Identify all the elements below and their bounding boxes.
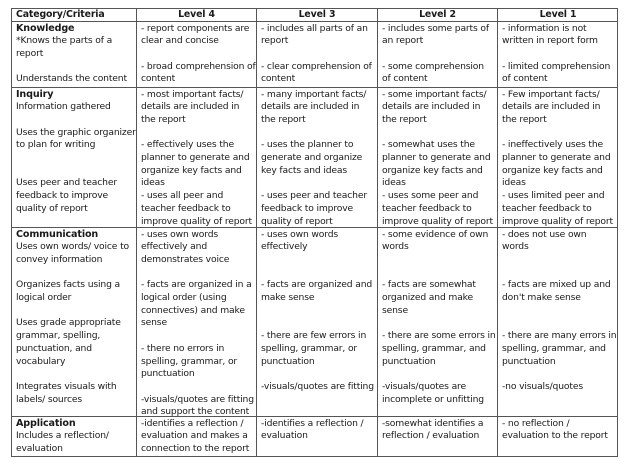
inquiry-level2-item xyxy=(382,139,493,190)
cell-text-line: - ineffectively uses the xyxy=(502,139,604,151)
cell-text-line: reflection / evaluation xyxy=(382,430,480,442)
cell-text-line: details are included in xyxy=(261,101,360,113)
cell-text-line: connectives) and make xyxy=(141,304,245,316)
cell-text-line: evaluation xyxy=(261,430,308,442)
communication-level4-item xyxy=(141,343,252,381)
cell-text-line: ideas xyxy=(502,177,526,189)
cell-text-line: incomplete or unfitting xyxy=(382,393,484,405)
cell-text-line: quality of report xyxy=(261,215,333,227)
cell-text-line: don't make sense xyxy=(502,292,581,303)
cell-text-line: - uses own words xyxy=(141,228,219,240)
cell-text-line: - Few important facts/ xyxy=(502,88,600,100)
rubric-table xyxy=(11,8,618,457)
knowledge-level1-item xyxy=(502,61,614,86)
cell-text-line: vocabulary xyxy=(16,355,66,367)
inquiry-level3-item xyxy=(261,139,373,177)
cell-text-line: organize key facts and xyxy=(502,164,603,176)
cell-text-line: - some evidence of own xyxy=(382,228,489,240)
application-level2-cell xyxy=(378,418,497,459)
inquiry-level1-item xyxy=(502,139,614,190)
cell-text-line: - some important facts/ xyxy=(382,88,487,100)
cell-text-line: details are included in xyxy=(141,101,240,113)
communication-level1-item xyxy=(502,229,614,254)
communication-level1-item xyxy=(502,330,617,368)
cell-text-line: words xyxy=(502,241,529,253)
communication-level4-item xyxy=(141,229,252,267)
cell-text-line: - no reflection / xyxy=(502,417,570,429)
cell-text-line: details are included in xyxy=(502,101,601,113)
knowledge-level4-cell xyxy=(137,23,256,88)
cell-text-line: of content xyxy=(382,73,428,85)
cell-text-line: grammar, spelling, xyxy=(16,330,101,342)
cell-text-line: spelling, grammar, or xyxy=(141,355,238,367)
cell-text-line: to plan for writing xyxy=(16,139,96,151)
cell-text-line: improve quality of report xyxy=(382,215,493,227)
communication-level1-item xyxy=(502,279,614,304)
cell-text-line: the report xyxy=(502,113,547,125)
cell-text-line: - there are some errors in xyxy=(382,330,496,342)
header-level-3: Level 3 xyxy=(298,9,336,20)
cell-text-line: -no visuals/quotes xyxy=(502,380,583,392)
application-level2-item xyxy=(382,418,493,443)
cell-text-line: evaluation and makes a xyxy=(141,430,248,442)
communication-level3-item xyxy=(261,381,373,394)
cell-text-line: sense xyxy=(141,317,167,329)
communication-criteria-item xyxy=(16,241,132,266)
cell-text-line: - limited comprehension xyxy=(502,60,611,72)
cell-text-line: - uses peer and teacher xyxy=(261,190,367,202)
application-level3-item xyxy=(261,418,373,443)
cell-text-line: - clear comprehension of xyxy=(261,60,372,72)
cell-text-line: - there are many errors in xyxy=(502,330,617,342)
cell-text-line: spelling, grammar, and xyxy=(382,342,486,354)
cell-text-line: feedback to improve xyxy=(16,190,109,202)
application-level4-item xyxy=(141,418,252,456)
application-criteria-cell xyxy=(12,418,136,459)
communication-level2-item xyxy=(382,381,493,406)
inquiry-level1-item xyxy=(502,89,614,127)
cell-text-line: spelling, grammar, and xyxy=(502,342,606,354)
cell-text-line: evaluation to the report xyxy=(502,430,608,442)
cell-text-line: and support the content xyxy=(141,406,250,417)
cell-text-line: planner to generate and xyxy=(502,152,611,163)
cell-text-line: - facts are somewhat xyxy=(382,279,476,291)
cell-text-line: -identifies a reflection / xyxy=(261,417,364,429)
cell-text-line: Integrates visuals with xyxy=(16,380,117,392)
knowledge-level3-cell xyxy=(257,23,377,88)
cell-text-line: - uses own words xyxy=(261,228,339,240)
cell-text-line: key facts and ideas xyxy=(261,164,348,176)
cell-text-line: - includes all parts of an xyxy=(261,22,368,34)
inquiry-criteria-item xyxy=(16,177,132,215)
cell-text-line: content xyxy=(261,73,296,85)
cell-text-line: -visuals/quotes are xyxy=(382,380,466,392)
communication-criteria-item xyxy=(16,279,132,304)
inquiry-level2-item xyxy=(382,89,493,127)
knowledge-level2-cell xyxy=(378,23,497,88)
cell-text-line: organize key facts and xyxy=(141,164,242,176)
cell-text-line: Information gathered xyxy=(16,101,111,113)
cell-text-line: the report xyxy=(382,113,427,125)
cell-text-line: - most important facts/ xyxy=(141,88,244,100)
cell-text-line: effectively xyxy=(261,241,308,253)
cell-text-line: ideas xyxy=(141,177,165,189)
cell-text-line: -visuals/quotes are fitting xyxy=(141,393,254,405)
inquiry-level3-item xyxy=(261,190,373,227)
cell-text-line: - information is not xyxy=(502,22,587,34)
communication-level4-item xyxy=(141,279,252,330)
header-level-4: Level 4 xyxy=(178,9,215,20)
cell-text-line: details are included in xyxy=(382,101,481,113)
knowledge-level1-item xyxy=(502,23,614,48)
cell-text-line: -somewhat identifies a xyxy=(382,417,484,429)
cell-text-line: - facts are organized in a xyxy=(141,279,252,291)
cell-text-line: - there are few errors in xyxy=(261,330,367,342)
communication-criteria-item xyxy=(16,317,132,368)
communication-level2-item xyxy=(382,229,493,254)
cell-text-line: - uses the planner to xyxy=(261,139,354,151)
cell-text-line: Uses grade appropriate xyxy=(16,317,121,329)
cell-text-line: words xyxy=(382,241,409,253)
cell-text-line: teacher feedback to xyxy=(502,202,592,214)
header-criteria: Category/Criteria xyxy=(16,9,105,20)
cell-text-line: convey information xyxy=(16,253,103,265)
inquiry-level2-cell xyxy=(378,89,497,228)
cell-text-line: the report xyxy=(141,113,186,125)
application-level4-cell xyxy=(137,418,256,459)
cell-text-line: punctuation xyxy=(502,355,556,367)
knowledge-level2-item xyxy=(382,61,493,86)
cell-text-line: sense xyxy=(382,304,408,316)
inquiry-level4-item xyxy=(141,89,252,127)
knowledge-level2-item xyxy=(382,23,493,48)
inquiry-level1-cell xyxy=(498,89,618,228)
cell-text-line: - facts are organized and xyxy=(261,279,373,291)
cell-text-line: planner to generate and xyxy=(382,152,491,163)
communication-level4-cell xyxy=(137,229,256,417)
cell-text-line: - does not use own xyxy=(502,228,587,240)
knowledge-level3-item xyxy=(261,23,373,48)
inquiry-level4-cell xyxy=(137,89,256,228)
cell-text-line: labels/ sources xyxy=(16,393,83,405)
inquiry-criteria-cell xyxy=(12,89,136,228)
inquiry-level2-item xyxy=(382,190,493,227)
application-level1-cell xyxy=(498,418,618,459)
header-level-2: Level 2 xyxy=(419,9,456,20)
cell-text-line: make sense xyxy=(261,292,315,303)
communication-criteria-item xyxy=(16,381,132,406)
inquiry-level1-item xyxy=(502,190,614,227)
knowledge-criteria-item xyxy=(16,35,132,60)
communication-level2-item xyxy=(382,330,496,368)
knowledge-criteria-item xyxy=(16,73,132,86)
communication-level4-item xyxy=(141,394,252,417)
cell-text-line: -visuals/quotes are fitting xyxy=(261,380,374,392)
cell-text-line: organized and make xyxy=(382,292,474,303)
cell-text-line: - effectively uses the xyxy=(141,139,234,151)
knowledge-level4-item xyxy=(141,60,256,86)
application-level1-item xyxy=(502,418,614,443)
knowledge-category-title: Knowledge xyxy=(16,22,75,34)
cell-text-line: Uses peer and teacher xyxy=(16,177,117,189)
application-level3-cell xyxy=(257,418,377,459)
communication-level2-item xyxy=(382,279,493,317)
communication-level3-item xyxy=(261,229,373,254)
knowledge-criteria-cell xyxy=(12,23,136,88)
communication-level3-cell xyxy=(257,229,377,417)
cell-text-line: evaluation xyxy=(16,442,63,454)
cell-text-line: report xyxy=(16,47,44,59)
communication-level3-item xyxy=(261,330,373,368)
cell-text-line: - uses some peer and xyxy=(382,190,479,202)
communication-criteria-cell xyxy=(12,229,136,417)
inquiry-category-title: Inquiry xyxy=(16,88,54,100)
inquiry-level4-item xyxy=(141,139,252,190)
cell-text-line: of content xyxy=(502,73,548,85)
cell-text-line: logical order (using xyxy=(141,292,227,303)
cell-text-line: - facts are mixed up and xyxy=(502,279,611,291)
cell-text-line: effectively and xyxy=(141,241,208,253)
cell-text-line: teacher feedback to xyxy=(382,202,472,214)
cell-text-line: written in report form xyxy=(502,35,598,47)
cell-text-line: logical order xyxy=(16,292,72,303)
cell-text-line: demonstrates voice xyxy=(141,253,230,265)
communication-level1-item xyxy=(502,381,614,394)
cell-text-line: punctuation xyxy=(261,355,315,367)
cell-text-line: - there no errors in xyxy=(141,342,225,354)
knowledge-level1-cell xyxy=(498,23,618,88)
cell-text-line: punctuation, and xyxy=(16,342,92,354)
cell-text-line: ideas xyxy=(382,177,406,189)
cell-text-line: feedback to improve xyxy=(261,202,354,214)
cell-text-line: teacher feedback to xyxy=(141,202,231,214)
cell-text-line: spelling, grammar, or xyxy=(261,342,358,354)
inquiry-criteria-item xyxy=(16,101,132,114)
cell-text-line: - uses all peer and xyxy=(141,190,224,202)
cell-text-line: -identifies a reflection / xyxy=(141,417,244,429)
inquiry-criteria-item xyxy=(16,126,136,152)
cell-text-line: content xyxy=(141,73,176,85)
cell-text-line: improve quality of report xyxy=(141,215,252,227)
cell-text-line: - many important facts/ xyxy=(261,88,367,100)
cell-text-line: improve quality of report xyxy=(502,215,613,227)
cell-text-line: - some comprehension xyxy=(382,60,484,72)
communication-level3-item xyxy=(261,279,373,304)
cell-text-line: Organizes facts using a xyxy=(16,279,121,291)
application-criteria-item xyxy=(16,430,132,455)
cell-text-line: *Knows the parts of a xyxy=(16,35,113,47)
cell-text-line: connection to the report xyxy=(141,442,250,454)
cell-text-line: - uses limited peer and xyxy=(502,190,605,202)
knowledge-level3-item xyxy=(261,61,373,86)
cell-text-line: punctuation xyxy=(382,355,436,367)
inquiry-level3-item xyxy=(261,89,373,127)
communication-category-title: Communication xyxy=(16,228,99,240)
inquiry-level3-cell xyxy=(257,89,377,228)
cell-text-line: clear and concise xyxy=(141,35,219,47)
cell-text-line: - broad comprehension of xyxy=(141,60,256,72)
cell-text-line: organize key facts and xyxy=(382,164,483,176)
knowledge-level4-item xyxy=(141,23,252,48)
cell-text-line: - includes some parts of xyxy=(382,22,489,34)
header-level-1: Level 1 xyxy=(539,9,577,20)
cell-text-line: generate and organize xyxy=(261,152,363,163)
cell-text-line: planner to generate and xyxy=(141,152,250,163)
cell-text-line: Includes a reflection/ xyxy=(16,430,109,442)
cell-text-line: an report xyxy=(382,35,424,47)
cell-text-line: Uses the graphic organizer xyxy=(16,126,136,138)
inquiry-level4-item xyxy=(141,190,252,227)
cell-text-line: Uses own words/ voice to xyxy=(16,241,129,253)
cell-text-line: report xyxy=(261,35,289,47)
cell-text-line: punctuation xyxy=(141,368,195,380)
cell-text-line: Understands the content xyxy=(16,73,127,85)
communication-level2-cell xyxy=(378,229,497,417)
cell-text-line: quality of report xyxy=(16,202,88,214)
cell-text-line: the report xyxy=(261,113,306,125)
application-category-title: Application xyxy=(16,417,76,429)
communication-level1-cell xyxy=(498,229,618,417)
cell-text-line: - report components are xyxy=(141,22,250,34)
cell-text-line: - somewhat uses the xyxy=(382,139,475,151)
